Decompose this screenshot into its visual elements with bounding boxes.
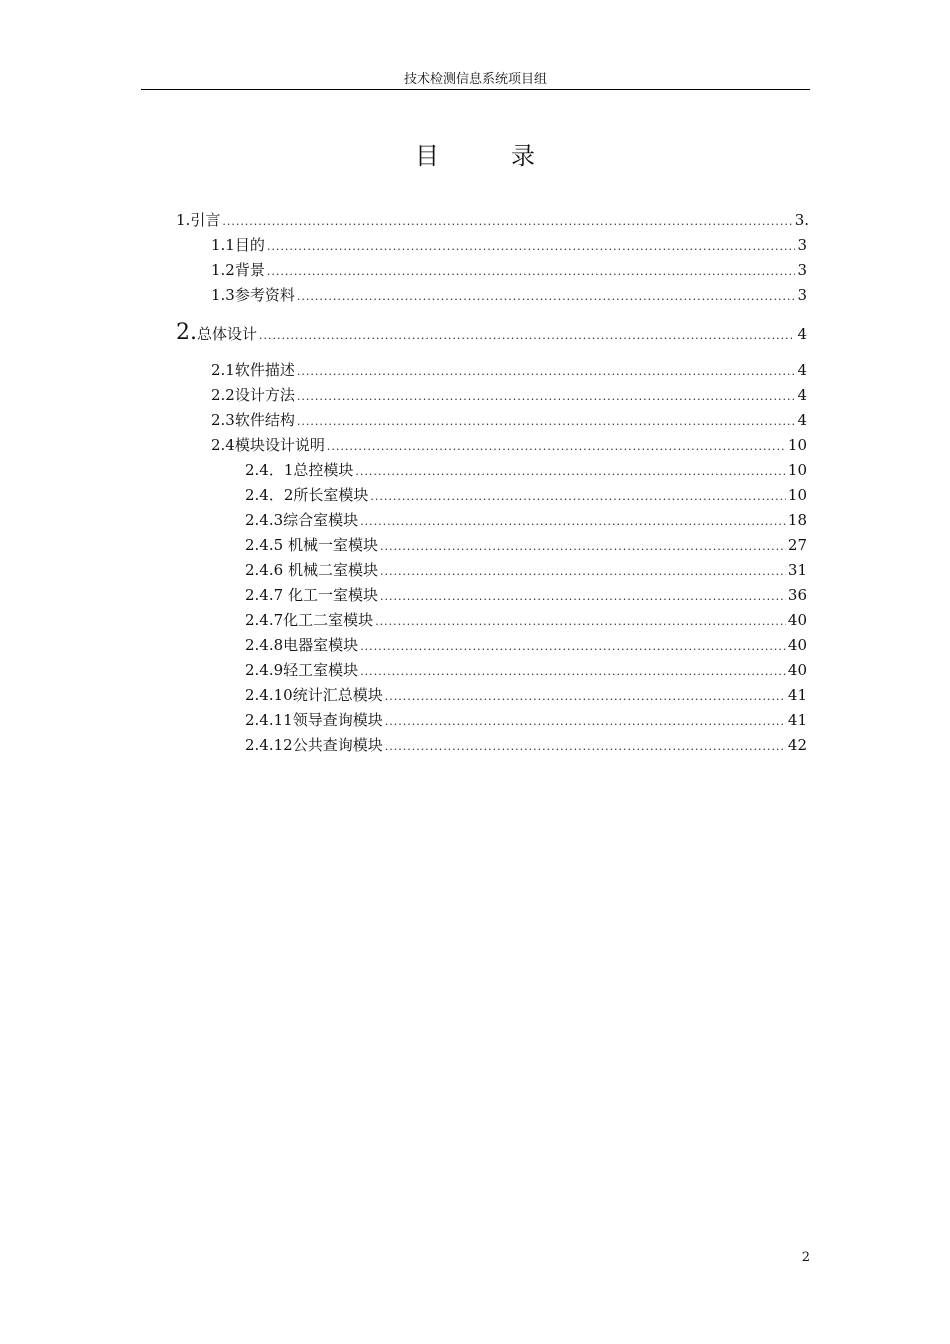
toc-entry-number: 2.4.7 [245, 611, 284, 629]
toc-leader [380, 536, 786, 558]
toc-entry-label [211, 359, 295, 381]
toc-leader [267, 261, 796, 283]
toc-entry-page: 4 [797, 361, 807, 379]
toc-entry-number: 2.4.7 [245, 586, 284, 604]
toc-entry-label [211, 284, 295, 306]
toc-entry-label [245, 609, 373, 631]
toc-entry-page: 27 [787, 536, 807, 554]
toc-entry-label [176, 322, 257, 345]
toc-title-left: 目 [415, 142, 439, 170]
toc-entry-number: 2.4.6 [245, 561, 284, 579]
toc-entry-title: 领导查询模块 [292, 711, 383, 729]
toc-entry-page: 18 [787, 511, 807, 529]
toc-entry-title: 电器室模块 [283, 636, 359, 654]
toc-entry-title: 模块设计说明 [234, 436, 325, 454]
toc-entry-label [245, 484, 368, 506]
toc-entry[interactable] [176, 209, 809, 231]
toc-entry-number: 2.4.12 [245, 736, 293, 754]
toc-leader [297, 411, 796, 433]
toc-entry-page: 10 [787, 486, 807, 504]
header-text: 技术检测信息系统项目组 [403, 72, 547, 87]
toc-entry-title: 公共查询模块 [292, 736, 383, 754]
toc-entry[interactable] [245, 609, 807, 631]
toc-entry-title: 统计汇总模块 [292, 686, 383, 704]
toc-leader [259, 325, 795, 347]
toc-entry-page: 31 [787, 561, 807, 579]
toc-entry-label [245, 459, 353, 481]
toc-leader [385, 711, 786, 733]
toc-leader [360, 511, 786, 533]
toc-entry-page: 3 [797, 236, 807, 254]
toc-entry-number: 2.4．2 [245, 486, 294, 504]
toc-entry-number: 2.1 [211, 361, 235, 379]
toc-entry-label [245, 709, 383, 731]
toc-leader [267, 236, 796, 258]
toc-entry-number: 2.4.9 [245, 661, 284, 679]
toc-entry-number: 1.2 [211, 261, 235, 279]
toc-entry[interactable] [176, 322, 807, 344]
toc-entry[interactable] [211, 409, 807, 431]
toc-entry-title: 设计方法 [234, 386, 295, 404]
toc-entry-label [245, 534, 378, 556]
toc-entry-title: 总控模块 [293, 461, 354, 479]
toc-entry-label [245, 684, 383, 706]
toc-entry-title: 总体设计 [197, 325, 258, 343]
toc-entry-page: 4 [797, 325, 807, 343]
toc-entry-page: 36 [787, 586, 807, 604]
toc-entry[interactable] [245, 534, 807, 556]
toc-leader [355, 461, 785, 483]
toc-entry[interactable] [245, 709, 807, 731]
toc-entry[interactable] [245, 734, 807, 756]
toc-entry[interactable] [211, 259, 807, 281]
toc-entry-title: 参考资料 [234, 286, 295, 304]
toc-entry-title: 软件描述 [234, 361, 295, 379]
toc-entry-page: 40 [787, 636, 807, 654]
toc-entry-label [245, 584, 378, 606]
toc-entry-page: 40 [787, 611, 807, 629]
toc-entry-number: 2.3 [211, 411, 235, 429]
toc-entry-title: 引言 [190, 211, 221, 229]
toc-entry-title: 目的 [234, 236, 265, 254]
toc-leader [380, 586, 786, 608]
toc-entry-label [211, 409, 295, 431]
toc-leader [385, 686, 786, 708]
toc-leader [360, 661, 786, 683]
toc-entry[interactable] [211, 434, 807, 456]
toc-entry-number: 1.3 [211, 286, 235, 304]
toc-entry[interactable] [245, 684, 807, 706]
toc-entry[interactable] [245, 634, 807, 656]
toc-entry-title: 化工二室模块 [283, 611, 374, 629]
toc-entry-label [211, 384, 295, 406]
toc-entry-number: 2.4.5 [245, 536, 284, 554]
toc-entry-label [211, 234, 265, 256]
toc-entry-number: 1. [176, 211, 191, 229]
toc-entry[interactable] [245, 509, 807, 531]
toc-entry-title: 轻工室模块 [283, 661, 359, 679]
toc-leader [370, 486, 785, 508]
toc-entry-page: 3. [794, 211, 809, 229]
toc-entry-title: 综合室模块 [283, 511, 359, 529]
toc-title-right: 录 [511, 142, 535, 170]
toc-entry[interactable] [245, 484, 807, 506]
toc-entry-page: 10 [787, 436, 807, 454]
toc-entry-number: 2.4.8 [245, 636, 284, 654]
page-number: 2 [801, 1250, 810, 1265]
toc-entry-label [211, 434, 325, 456]
toc-leader [297, 286, 796, 308]
toc-entry-number: 2. [176, 320, 197, 345]
toc-entry[interactable] [245, 659, 807, 681]
toc-entry-title: 机械二室模块 [283, 561, 378, 579]
toc-entry[interactable] [211, 234, 807, 256]
toc-entry[interactable] [211, 359, 807, 381]
toc-entry[interactable] [245, 559, 807, 581]
toc-entry-number: 2.4.10 [245, 686, 293, 704]
toc-title [0, 141, 950, 171]
toc-entry-number: 2.2 [211, 386, 235, 404]
toc-entry[interactable] [211, 384, 807, 406]
toc-entry-label [245, 559, 378, 581]
toc-entry-label [245, 509, 358, 531]
toc-entry-number: 1.1 [211, 236, 235, 254]
toc-leader [297, 361, 796, 383]
toc-entry-label [245, 659, 358, 681]
toc-entry-page: 3 [797, 261, 807, 279]
toc-leader [360, 636, 786, 658]
toc-leader [222, 211, 792, 233]
toc-entry-label [176, 209, 220, 231]
toc-entry-title: 所长室模块 [293, 486, 369, 504]
toc-entry-number: 2.4.11 [245, 711, 293, 729]
toc-entry-title: 化工一室模块 [283, 586, 378, 604]
toc-leader [375, 611, 786, 633]
toc-entry-label [245, 734, 383, 756]
toc-entry-number: 2.4.3 [245, 511, 284, 529]
toc-entry-page: 4 [797, 411, 807, 429]
toc-leader [385, 736, 786, 758]
toc-entry-page: 3 [797, 286, 807, 304]
toc-entry-title: 背景 [234, 261, 265, 279]
toc-entry-page: 42 [787, 736, 807, 754]
toc-entry-number: 2.4 [211, 436, 235, 454]
toc-entry-page: 41 [787, 711, 807, 729]
toc-entry-page: 10 [787, 461, 807, 479]
toc-entry[interactable] [245, 459, 807, 481]
page-header [141, 72, 810, 90]
toc-entry-number: 2.4．1 [245, 461, 294, 479]
toc-entry-title: 机械一室模块 [283, 536, 378, 554]
toc-entry-label [211, 259, 265, 281]
toc-entry-page: 4 [797, 386, 807, 404]
toc-entry-page: 41 [787, 686, 807, 704]
toc-leader [380, 561, 786, 583]
toc-leader [327, 436, 786, 458]
toc-entry-label [245, 634, 358, 656]
toc-entry-title: 软件结构 [234, 411, 295, 429]
toc-entry[interactable] [245, 584, 807, 606]
toc-entry-page: 40 [787, 661, 807, 679]
toc-entry[interactable] [211, 284, 807, 306]
toc-leader [297, 386, 796, 408]
